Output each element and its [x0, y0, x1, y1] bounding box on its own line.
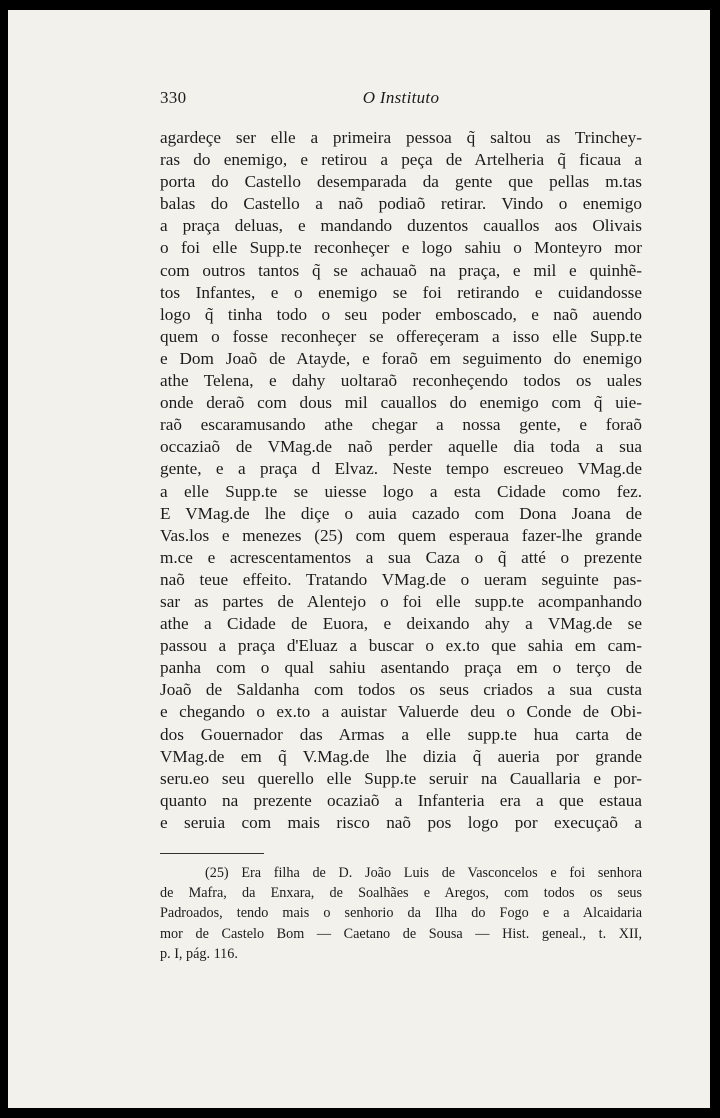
- text-line: com outros tantos q̃ se achauaõ na praça, e mil e quinhẽ-: [160, 260, 642, 280]
- text-line: logo q̃ tinha todo o seu poder emboscado, e naõ auendo: [160, 304, 642, 324]
- text-line: quanto na prezente ocaziaõ a Infanteria era a que estaua: [160, 790, 642, 810]
- text-line: e chegando o ex.to a auistar Valuerde deu o Conde de Obi-: [160, 702, 642, 722]
- text-line: dos Gouernador das Armas a elle supp.te hua carta de: [160, 724, 642, 744]
- text-line: athe Telena, e dahy uoltaraõ reconheçendo todos os uales: [160, 371, 642, 391]
- text-line: passou a praça d'Eluaz a buscar o ex.to que sahia em cam-: [160, 636, 642, 656]
- footnote-line: mor de Castelo Bom — Caetano de Sousa — Hist. geneal., t. XII,: [160, 925, 642, 942]
- text-line: E VMag.de lhe diçe o auia cazado com Dona Joana de: [160, 503, 642, 523]
- text-line: tos Infantes, e o enemigo se foi retirando e cuidandosse: [160, 282, 642, 302]
- running-title: O Instituto: [362, 88, 440, 107]
- footnote-line: p. I, pág. 116.: [160, 945, 238, 962]
- body-text: [160, 127, 642, 834]
- text-line: porta do Castello desemparada da gente que pellas m.tas: [160, 172, 642, 192]
- text-line: a praça deluas, e mandando duzentos cauallos aos Olivais: [160, 216, 642, 236]
- footnote-line: de Mafra, da Enxara, de Soalhães e Aregos, com todos os seus: [160, 885, 642, 902]
- text-line: e seruia com mais risco naõ pos logo por execuçaõ a: [160, 812, 642, 832]
- text-line: naõ teue effeito. Tratando VMag.de o ueram seguinte pas-: [160, 569, 642, 589]
- footnote-line: Padroados, tendo mais o senhorio da Ilha do Fogo e a Alcaidaria: [160, 905, 642, 922]
- text-line: ras do enemigo, e retirou a peça de Artelheria q̃ ficaua a: [160, 150, 642, 170]
- text-line: occaziaõ de VMag.de naõ perder aquelle dia toda a sua: [160, 437, 642, 457]
- text-line: Joaõ de Saldanha com todos os seus criados a sua custa: [160, 680, 642, 700]
- footnote-divider: [160, 853, 264, 854]
- book-page: [8, 10, 710, 1108]
- text-line: quem o fosse reconheçer se offereçeram a isso elle Supp.te: [160, 326, 642, 346]
- text-line: sar as partes de Alentejo o foi elle supp.te acompanhando: [160, 591, 642, 611]
- text-line: agardeçe ser elle a primeira pessoa q̃ saltou as Trinchey-: [160, 128, 642, 147]
- text-line: onde deraõ com dous mil cauallos do enemigo com q̃ uie-: [160, 393, 642, 413]
- text-line: o foi elle Supp.te reconheçer e logo sahiu o Monteyro mor: [160, 238, 642, 258]
- text-line: balas do Castello a naõ podiaõ retirar. Vindo o enemigo: [160, 194, 642, 214]
- page-header: [160, 88, 642, 110]
- text-line: gente, e a praça d Elvaz. Neste tempo escreueo VMag.de: [160, 459, 642, 479]
- text-line: m.ce e acrescentamentos a sua Caza o q̃ atté o prezente: [160, 547, 642, 567]
- text-line: panha com o qual sahiu asentando praça em o terço de: [160, 658, 642, 678]
- text-line: a elle Supp.te se uiesse logo a esta Cidade como fez.: [160, 481, 642, 501]
- text-line: seru.eo seu querello elle Supp.te seruir na Cauallaria e por-: [160, 768, 642, 788]
- text-line: raõ escaramusando athe chegar a nossa gente, e foraõ: [160, 415, 642, 435]
- text-line: VMag.de em q̃ V.Mag.de lhe dizia q̃ aueria por grande: [160, 746, 642, 766]
- text-line: athe a Cidade de Euora, e deixando ahy a VMag.de se: [160, 614, 642, 634]
- footnote: [160, 863, 642, 964]
- footnote-line: (25) Era filha de D. João Luis de Vasconcelos e foi senhora: [205, 865, 642, 881]
- page-number: 330: [160, 88, 187, 107]
- text-line: e Dom Joaõ de Atayde, e foraõ em seguimento do enemigo: [160, 348, 642, 368]
- text-line: Vas.los e menezes (25) com quem esperaua fazer-lhe grande: [160, 525, 642, 545]
